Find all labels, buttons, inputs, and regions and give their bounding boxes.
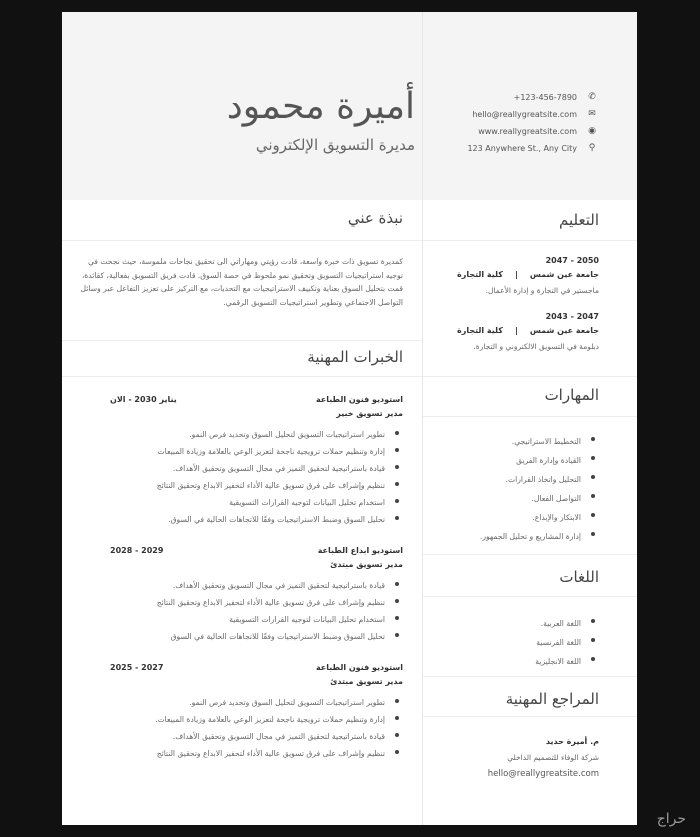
university: جامعة عين شمس [529, 326, 599, 335]
job-bullets [74, 577, 403, 645]
job-company: استوديو فنون الطباعة [315, 663, 403, 672]
bullet-item: تنظيم وإشراف على فرق تسويق عالية الأداء لتحفيز الابداع وتحقيق النتائج [74, 477, 403, 494]
bullet-item: تحليل السوق وضبط الاستراتيجيات وفقًا للاتجاهات الحالية في السوق. [74, 511, 403, 528]
job-date: 2029 - 2028 [110, 546, 164, 555]
languages-title: اللغات [559, 568, 599, 586]
education-date: 2043 - 2047 [545, 312, 599, 321]
divider [62, 376, 422, 377]
job-entry [74, 663, 403, 762]
location-icon: ⚲ [588, 143, 596, 153]
job-header [74, 395, 403, 404]
job-company: استوديو فنون الطباعة [315, 395, 403, 404]
person-role: مديرة التسويق الإلكتروني [255, 136, 415, 154]
references-title: المراجع المهنية [505, 690, 599, 708]
contact-email [472, 109, 597, 119]
divider [423, 596, 637, 597]
website-text: www.reallygreatsite.com [478, 126, 577, 136]
job-company: استوديو ابداع الطباعة [317, 546, 403, 555]
skill-item: الابتكار والإبداع. [430, 508, 599, 527]
bullet-item: إدارة وتنظيم حملات ترويجية ناجحة لتعزيز الوعي بالعلامة وزيادة المبيعات. [74, 711, 403, 728]
divider [423, 416, 637, 417]
job-bullets [74, 694, 403, 762]
contact-website [478, 126, 597, 136]
divider [62, 340, 422, 341]
bullet-item: استخدام تحليل البيانات لتوجيه القرارات التسويقية [74, 611, 403, 628]
contact-phone [514, 92, 597, 102]
resume-page [62, 12, 637, 825]
job-bullets [74, 426, 403, 528]
education-institution [457, 270, 599, 279]
skill-item: التواصل الفعال. [430, 489, 599, 508]
education-degree: ماجستير في التجارة و إدارة الأعمال. [485, 286, 599, 295]
bullet-item: تنظيم وإشراف على فرق تسويق عالية الأداء لتحفيز الابداع وتحقيق النتائج [74, 745, 403, 762]
bullet-item: استخدام تحليل البيانات لتوجيه القرارات التسويقية [74, 494, 403, 511]
bullet-item: قيادة باستراتيجية لتحقيق التميز في مجال التسويق وتحقيق الأهداف. [74, 728, 403, 745]
person-name: أميرة محمود [226, 86, 415, 127]
email-text: hello@reallygreatsite.com [472, 109, 577, 119]
skill-item: التحليل واتخاذ القرارات. [430, 470, 599, 489]
bullet-item: قيادة باستراتيجية لتحقيق التميز في مجال التسويق وتحقيق الأهداف. [74, 460, 403, 477]
bullet-item: تنظيم وإشراف على فرق تسويق عالية الأداء لتحفيز الابداع وتحقيق النتائج [74, 594, 403, 611]
reference-company: شركة الوفاء للتصميم الداخلي [507, 753, 599, 762]
divider [423, 376, 637, 377]
divider [62, 240, 422, 241]
email-icon: ✉ [588, 109, 596, 119]
reference-name: م. أميرة حديد [545, 737, 599, 746]
separator: | [514, 326, 518, 335]
reference-email: hello@reallygreatsite.com [487, 769, 599, 779]
bullet-item: تطوير استراتيجيات التسويق لتحليل السوق وتحديد فرص النمو. [74, 426, 403, 443]
contact-address [467, 143, 597, 153]
divider [423, 676, 637, 677]
address-text: 123 Anywhere St., Any City [467, 143, 577, 153]
divider [423, 554, 637, 555]
globe-icon: ◉ [588, 126, 596, 136]
university: جامعة عين شمس [529, 270, 599, 279]
skills-title: المهارات [544, 386, 599, 404]
education-institution [457, 326, 599, 335]
job-entry [74, 395, 403, 528]
skills-list [430, 432, 599, 546]
job-position: مدير تسويق خبير [336, 409, 403, 418]
about-title: نبذة عني [347, 209, 403, 227]
bullet-item: تطوير استراتيجيات التسويق لتحليل السوق وتحديد فرص النمو. [74, 694, 403, 711]
divider [423, 716, 637, 717]
language-item: اللغة الفرنسية [430, 633, 599, 652]
bullet-item: تحليل السوق وضبط الاستراتيجيات وفقًا للاتجاهات الحالية في السوق [74, 628, 403, 645]
job-date: 2027 - 2025 [110, 663, 164, 672]
skill-item: القيادة وإدارة الفريق [430, 451, 599, 470]
education-title: التعليم [559, 211, 599, 229]
skill-item: إدارة المشاريع و تحليل الجمهور. [430, 527, 599, 546]
faculty: كلية التجارة [457, 326, 503, 335]
languages-list [430, 614, 599, 671]
language-item: اللغة العربية. [430, 614, 599, 633]
experience-title: الخبرات المهنية [307, 348, 403, 366]
about-text: كمديرة تسويق ذات خبرة واسعة، قادت رؤيتي ومهاراتي الى تحقيق نجاحات ملموسة، حيث نجحت في توجيه استراتيجيات التسويق وتحقيق نمو ملحوظ في حصة السوق. قادت فريق التسويق بفعالية، كقائدة، قمت بتحليل السوق بعناية وتكييف الاستراتيجيات مع التحديات، مع التركيز على تعزيز التفاعل عبر وسائل التواصل الاجتماعي وتطوير استراتيجيات التسويق الرقمي. [80, 257, 403, 307]
job-header [74, 546, 403, 555]
job-date: يناير 2030 - الان [110, 395, 177, 404]
divider [423, 240, 637, 241]
separator: | [514, 270, 518, 279]
bullet-item: إدارة وتنظيم حملات ترويجية ناجحة لتعزيز الوعي بالعلامة وزيادة المبيعات [74, 443, 403, 460]
faculty: كلية التجارة [457, 270, 503, 279]
language-item: اللغة الانجليزية [430, 652, 599, 671]
phone-icon: ✆ [588, 92, 596, 102]
job-entry [74, 546, 403, 645]
column-divider [422, 12, 423, 825]
experience-list [74, 395, 403, 780]
job-position: مدير تسويق مبتدئ [330, 677, 403, 686]
education-date: 2047 - 2050 [545, 256, 599, 265]
job-header [74, 663, 403, 672]
phone-text: +123-456-7890 [513, 92, 577, 102]
education-degree: دبلومة في التسويق الالكتروني و التجارة. [473, 342, 599, 351]
bullet-item: قيادة باستراتيجية لتحقيق التميز في مجال التسويق وتحقيق الأهداف. [74, 577, 403, 594]
watermark: حراج [656, 811, 686, 827]
skill-item: التخطيط الاستراتيجي. [430, 432, 599, 451]
job-position: مدير تسويق مبتدئ [330, 560, 403, 569]
